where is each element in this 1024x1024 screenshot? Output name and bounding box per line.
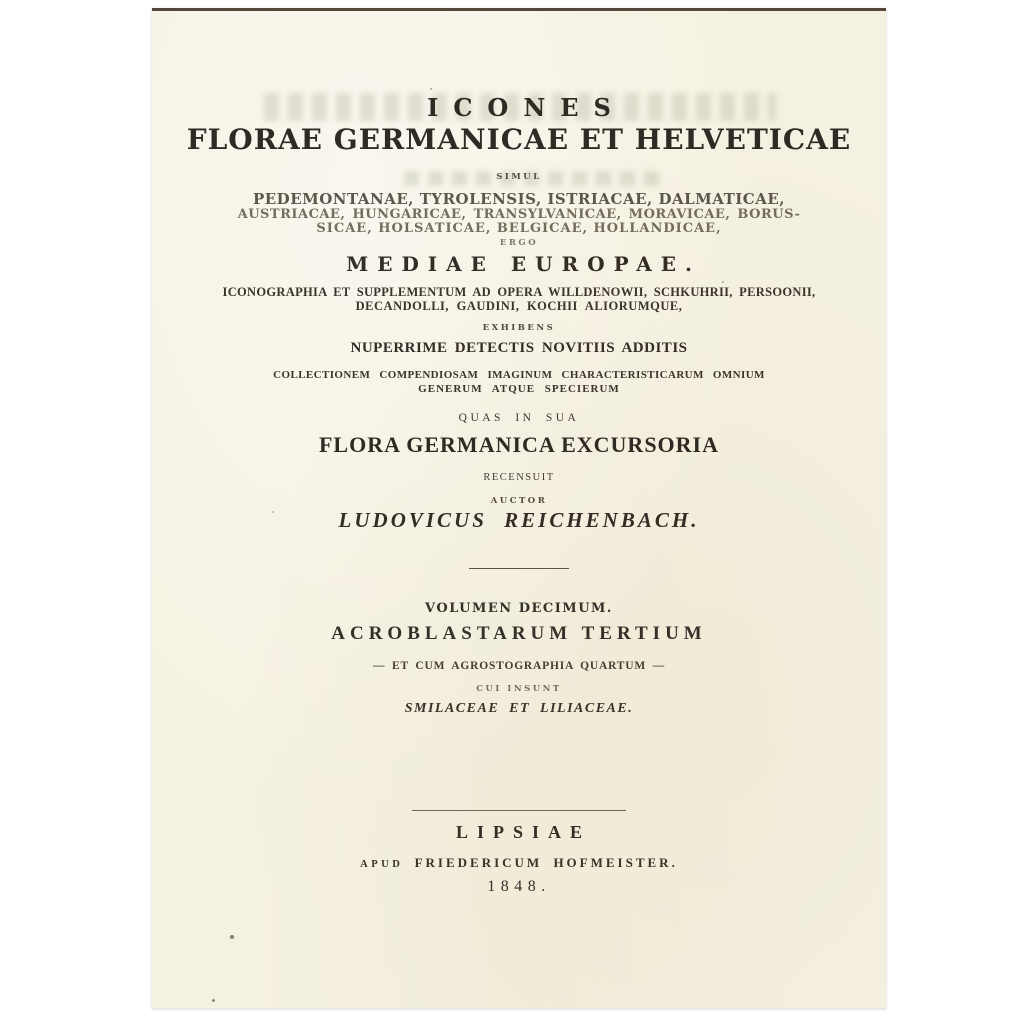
recensuit-label: RECENSUIT (483, 472, 555, 483)
imprint-publisher-name: FRIEDERICUM HOFMEISTER. (414, 855, 678, 870)
collectionem-line-1: COLLECTIONEM COMPENDIOSAM IMAGINUM CHARACTERISTICARUM OMNIUM (273, 369, 765, 381)
main-title: FLORAE GERMANICAE ET HELVETICAE (186, 123, 852, 156)
paper-speck (430, 88, 432, 90)
simul-label: SIMUL (496, 172, 542, 182)
collectionem-line-2: GENERUM ATQUE SPECIERUM (418, 383, 620, 395)
paper-speck (272, 511, 274, 513)
separator-rule (469, 568, 569, 569)
ergo-label: ERGO (499, 238, 539, 248)
paper-speck (722, 281, 724, 283)
volume-subtitle: — ET CUM AGROSTOGRAPHIA QUARTUM — (373, 660, 665, 672)
regions-line-1: PEDEMONTANAE, TYROLENSIS, ISTRIACAE, DALMATICAE, (252, 190, 786, 208)
author-name: LUDOVICUS REICHENBACH. (338, 508, 700, 532)
regions-line-2: AUSTRIACAE, HUNGARICAE, TRANSYLVANICAE, MORAVICAE, BORUS- (237, 207, 801, 222)
iconographia-line-1: ICONOGRAPHIA ET SUPPLEMENTUM AD OPERA WILLDENOWII, SCHKUHRII, PERSOONII, (222, 285, 816, 299)
imprint-rule (412, 810, 626, 811)
flora-germanica-title: FLORA GERMANICA EXCURSORIA (318, 432, 720, 457)
auctor-label: AUCTOR (490, 496, 548, 506)
paper-speck (230, 935, 234, 939)
regions-line-3: SICAE, HOLSATICAE, BELGICAE, HOLLANDICAE, (316, 221, 722, 236)
iconographia-line-2: DECANDOLLI, GAUDINI, KOCHII ALIORUMQUE, (355, 299, 683, 313)
volume-title: ACROBLASTARUM TERTIUM (331, 623, 707, 644)
quas-in-sua-label: QUAS IN SUA (458, 412, 580, 424)
paper-sheet (152, 8, 886, 1008)
imprint-publisher (152, 856, 886, 871)
imprint-city: LIPSIAE (455, 822, 592, 842)
series-title: ICONES (427, 93, 626, 122)
nuperrime-line: NUPERRIME DETECTIS NOVITIIS ADDITIS (350, 340, 688, 356)
cui-insunt-label: CUI INSUNT (476, 684, 562, 694)
imprint-preposition: APUD (360, 859, 404, 870)
paper-speck (212, 999, 215, 1002)
mediae-europae-title: MEDIAE EUROPAE. (346, 252, 701, 276)
exhibens-label: EXHIBENS (482, 323, 556, 333)
families-line: SMILACEAE ET LILIACEAE. (404, 701, 634, 716)
imprint-year: 1848. (487, 878, 551, 895)
volume-number: VOLUMEN DECIMUM. (425, 601, 613, 616)
